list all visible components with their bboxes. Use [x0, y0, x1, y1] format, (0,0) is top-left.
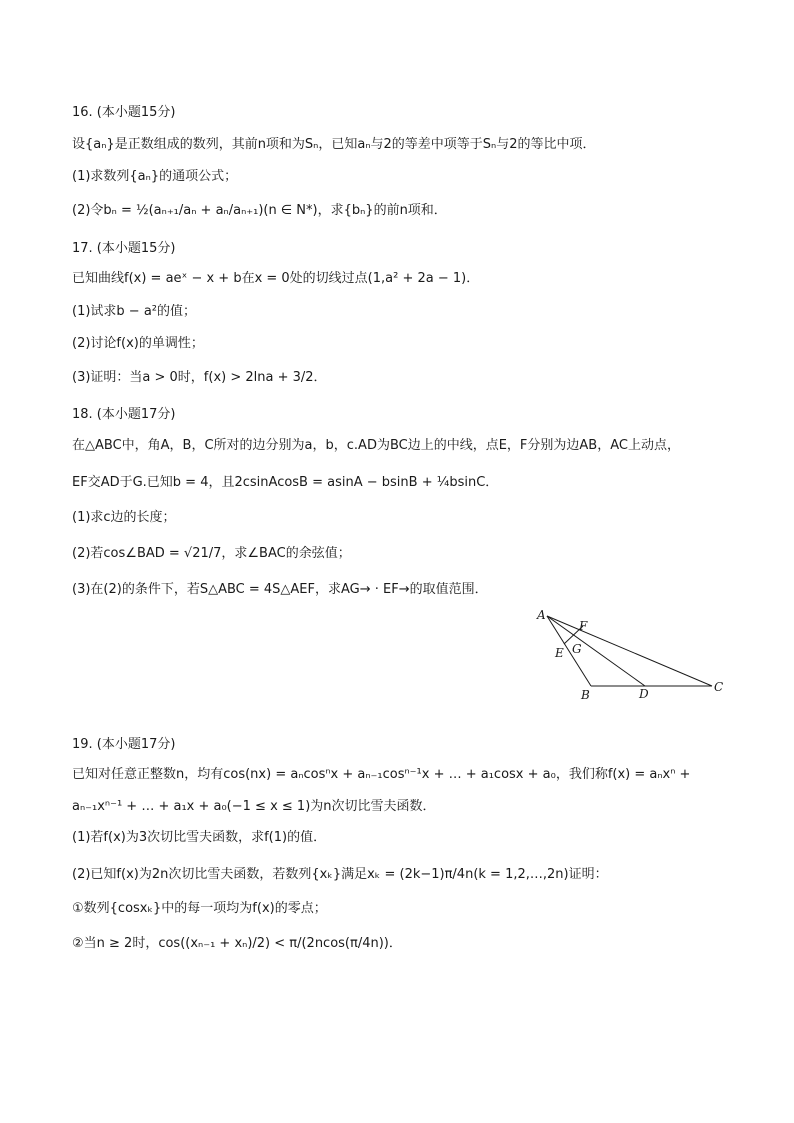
- problem-16-statement: 设{aₙ}是正数组成的数列，其前n项和为Sₙ，已知aₙ与2的等差中项等于Sₙ与2的等比中项．: [72, 137, 596, 152]
- problem-18-statement-2: EF交AD于G.已知b = 4，且2csinAcosB = asinA − bsinB + ¼bsinC．: [72, 475, 499, 490]
- problem-18-part-3: (3)在(2)的条件下，若S△ABC = 4S△AEF，求AG→ · EF→的取值范围．: [72, 582, 488, 597]
- problem-18-statement-1: 在△ABC中，角A，B，C所对的边分别为a，b，c.AD为BC边上的中线，点E，F分别为边AB，AC上动点，: [72, 438, 680, 453]
- triangle-figure: [530, 606, 730, 700]
- problem-17-part-1: (1)试求b − a²的值；: [72, 304, 197, 319]
- problem-18-part-2: (2)若cos∠BAD = √21/7，求∠BAC的余弦值；: [72, 546, 351, 561]
- problem-19-statement-1: 已知对任意正整数n，均有cos(nx) = aₙcosⁿx + aₙ₋₁cosⁿ⁻¹x + … + a₁cosx + a₀，我们称f(x) = aₙxⁿ +: [72, 767, 691, 782]
- problem-17-header: 17. (本小题15分): [72, 241, 176, 256]
- problem-18-header: 18. (本小题17分): [72, 407, 176, 422]
- problem-19-part-2: (2)已知f(x)为2n次切比雪夫函数，若数列{xₖ}满足xₖ = (2k−1)π/4n(k = 1,2,…,2n)证明：: [72, 867, 608, 882]
- problem-17-part-3: (3)证明：当a > 0时，f(x) > 2lna + 3/2．: [72, 370, 327, 385]
- label-D: D: [639, 687, 649, 700]
- problem-16-part-2: (2)令bₙ = ½(aₙ₊₁/aₙ + aₙ/aₙ₊₁)(n ∈ N*)，求{bₙ}的前n项和．: [72, 203, 447, 218]
- problem-18-part-1: (1)求c边的长度；: [72, 510, 176, 525]
- problem-17-statement: 已知曲线f(x) = aeˣ − x + b在x = 0处的切线过点(1,a² + 2a − 1)．: [72, 271, 480, 286]
- problem-16-header: 16. (本小题15分): [72, 105, 176, 120]
- problem-16-part-1: (1)求数列{aₙ}的通项公式；: [72, 169, 238, 184]
- label-B: B: [581, 688, 590, 700]
- problem-19-part-1: (1)若f(x)为3次切比雪夫函数，求f(1)的值．: [72, 830, 327, 845]
- problem-19-header: 19. (本小题17分): [72, 737, 176, 752]
- problem-19-part-2-claim-2: ②当n ≥ 2时，cos((xₙ₋₁ + xₙ)/2) < π/(2ncos(π/4n))．: [72, 936, 402, 951]
- label-C: C: [714, 680, 724, 694]
- problem-17-part-2: (2)讨论f(x)的单调性；: [72, 336, 204, 351]
- label-E: E: [555, 646, 564, 660]
- label-A: A: [537, 608, 546, 622]
- problem-19-statement-2: aₙ₋₁xⁿ⁻¹ + … + a₁x + a₀(−1 ≤ x ≤ 1)为n次切比雪夫函数．: [72, 799, 436, 814]
- label-G: G: [572, 642, 582, 656]
- label-F: F: [579, 619, 588, 633]
- problem-19-part-2-claim-1: ①数列{cosxₖ}中的每一项均为f(x)的零点；: [72, 901, 327, 916]
